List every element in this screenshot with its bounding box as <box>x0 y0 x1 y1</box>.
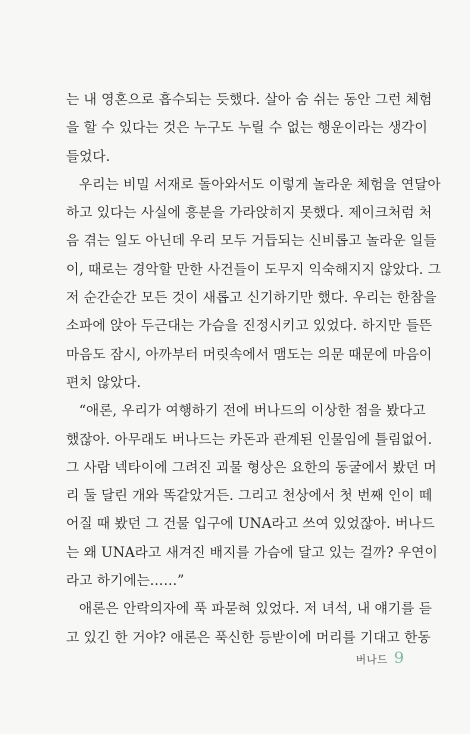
text-line: 소파에 앉아 두근대는 가슴을 진정시키고 있었다. 하지만 들뜬 <box>66 318 433 335</box>
running-title: 버나드 <box>355 654 388 666</box>
body-text <box>66 86 441 652</box>
text-line: 하고 있다는 사실에 흥분을 가라앉히지 못했다. 제이크처럼 처 <box>66 205 433 222</box>
paragraph <box>66 595 432 652</box>
page-number: 9 <box>393 648 404 667</box>
text-line: 편치 않았다. <box>66 374 141 391</box>
text-line: 리 둘 달린 개와 똑같았거든. 그리고 천상에서 첫 번째 인이 떼 <box>66 488 433 505</box>
paragraph <box>66 171 441 397</box>
text-line: 저 순간순간 모든 것이 새롭고 신기하기만 했다. 우리는 한참을 <box>66 290 437 307</box>
text-line: 는 내 영혼으로 흡수되는 듯했다. 살아 숨 쉬는 동안 그런 체험 <box>66 92 433 108</box>
text-line: 그 사람 넥타이에 그려진 괴물 형상은 요한의 동굴에서 봤던 머 <box>66 459 437 476</box>
text-line: 했잖아. 아무래도 버나드는 카돈과 관계된 인물임에 틀림없어. <box>66 431 433 448</box>
text-line: 마음도 잠시, 아까부터 머릿속에서 맴도는 의문 때문에 마음이 <box>66 346 433 363</box>
text-line: 이, 때로는 경악할 만한 사건들이 도무지 익숙해지지 않았다. 그 <box>66 261 441 278</box>
page-footer <box>356 648 404 667</box>
text-line: 고 있긴 한 거야? 애론은 푹신한 등받이에 머리를 기대고 한동 <box>66 629 431 646</box>
text-line: 음 겪는 일도 아닌데 우리 모두 거듭되는 신비롭고 놀라운 일들 <box>66 233 437 250</box>
text-line: 들었다. <box>66 148 111 165</box>
text-line: 을 할 수 있다는 것은 누구도 누릴 수 없는 행운이라는 생각이 <box>66 120 428 137</box>
paragraph <box>66 397 438 595</box>
text-line: “애론, 우리가 여행하기 전에 버나드의 이상한 점을 봤다고 <box>79 403 426 420</box>
text-line: 는 왜 UNA라고 새겨진 배지를 가슴에 달고 있는 걸까? 우연이 <box>66 544 438 561</box>
paragraph <box>66 86 433 171</box>
text-line: 우리는 비밀 서재로 돌아와서도 이렇게 놀라운 체험을 연달아 <box>79 176 441 193</box>
text-line: 애론은 안락의자에 푹 파묻혀 있었다. 저 녀석, 내 얘기를 듣 <box>79 601 432 618</box>
text-line: 라고 하기에는……” <box>66 573 185 590</box>
text-line: 어질 때 봤던 그 건물 입구에 UNA라고 쓰여 있었잖아. 버나드 <box>66 516 435 533</box>
